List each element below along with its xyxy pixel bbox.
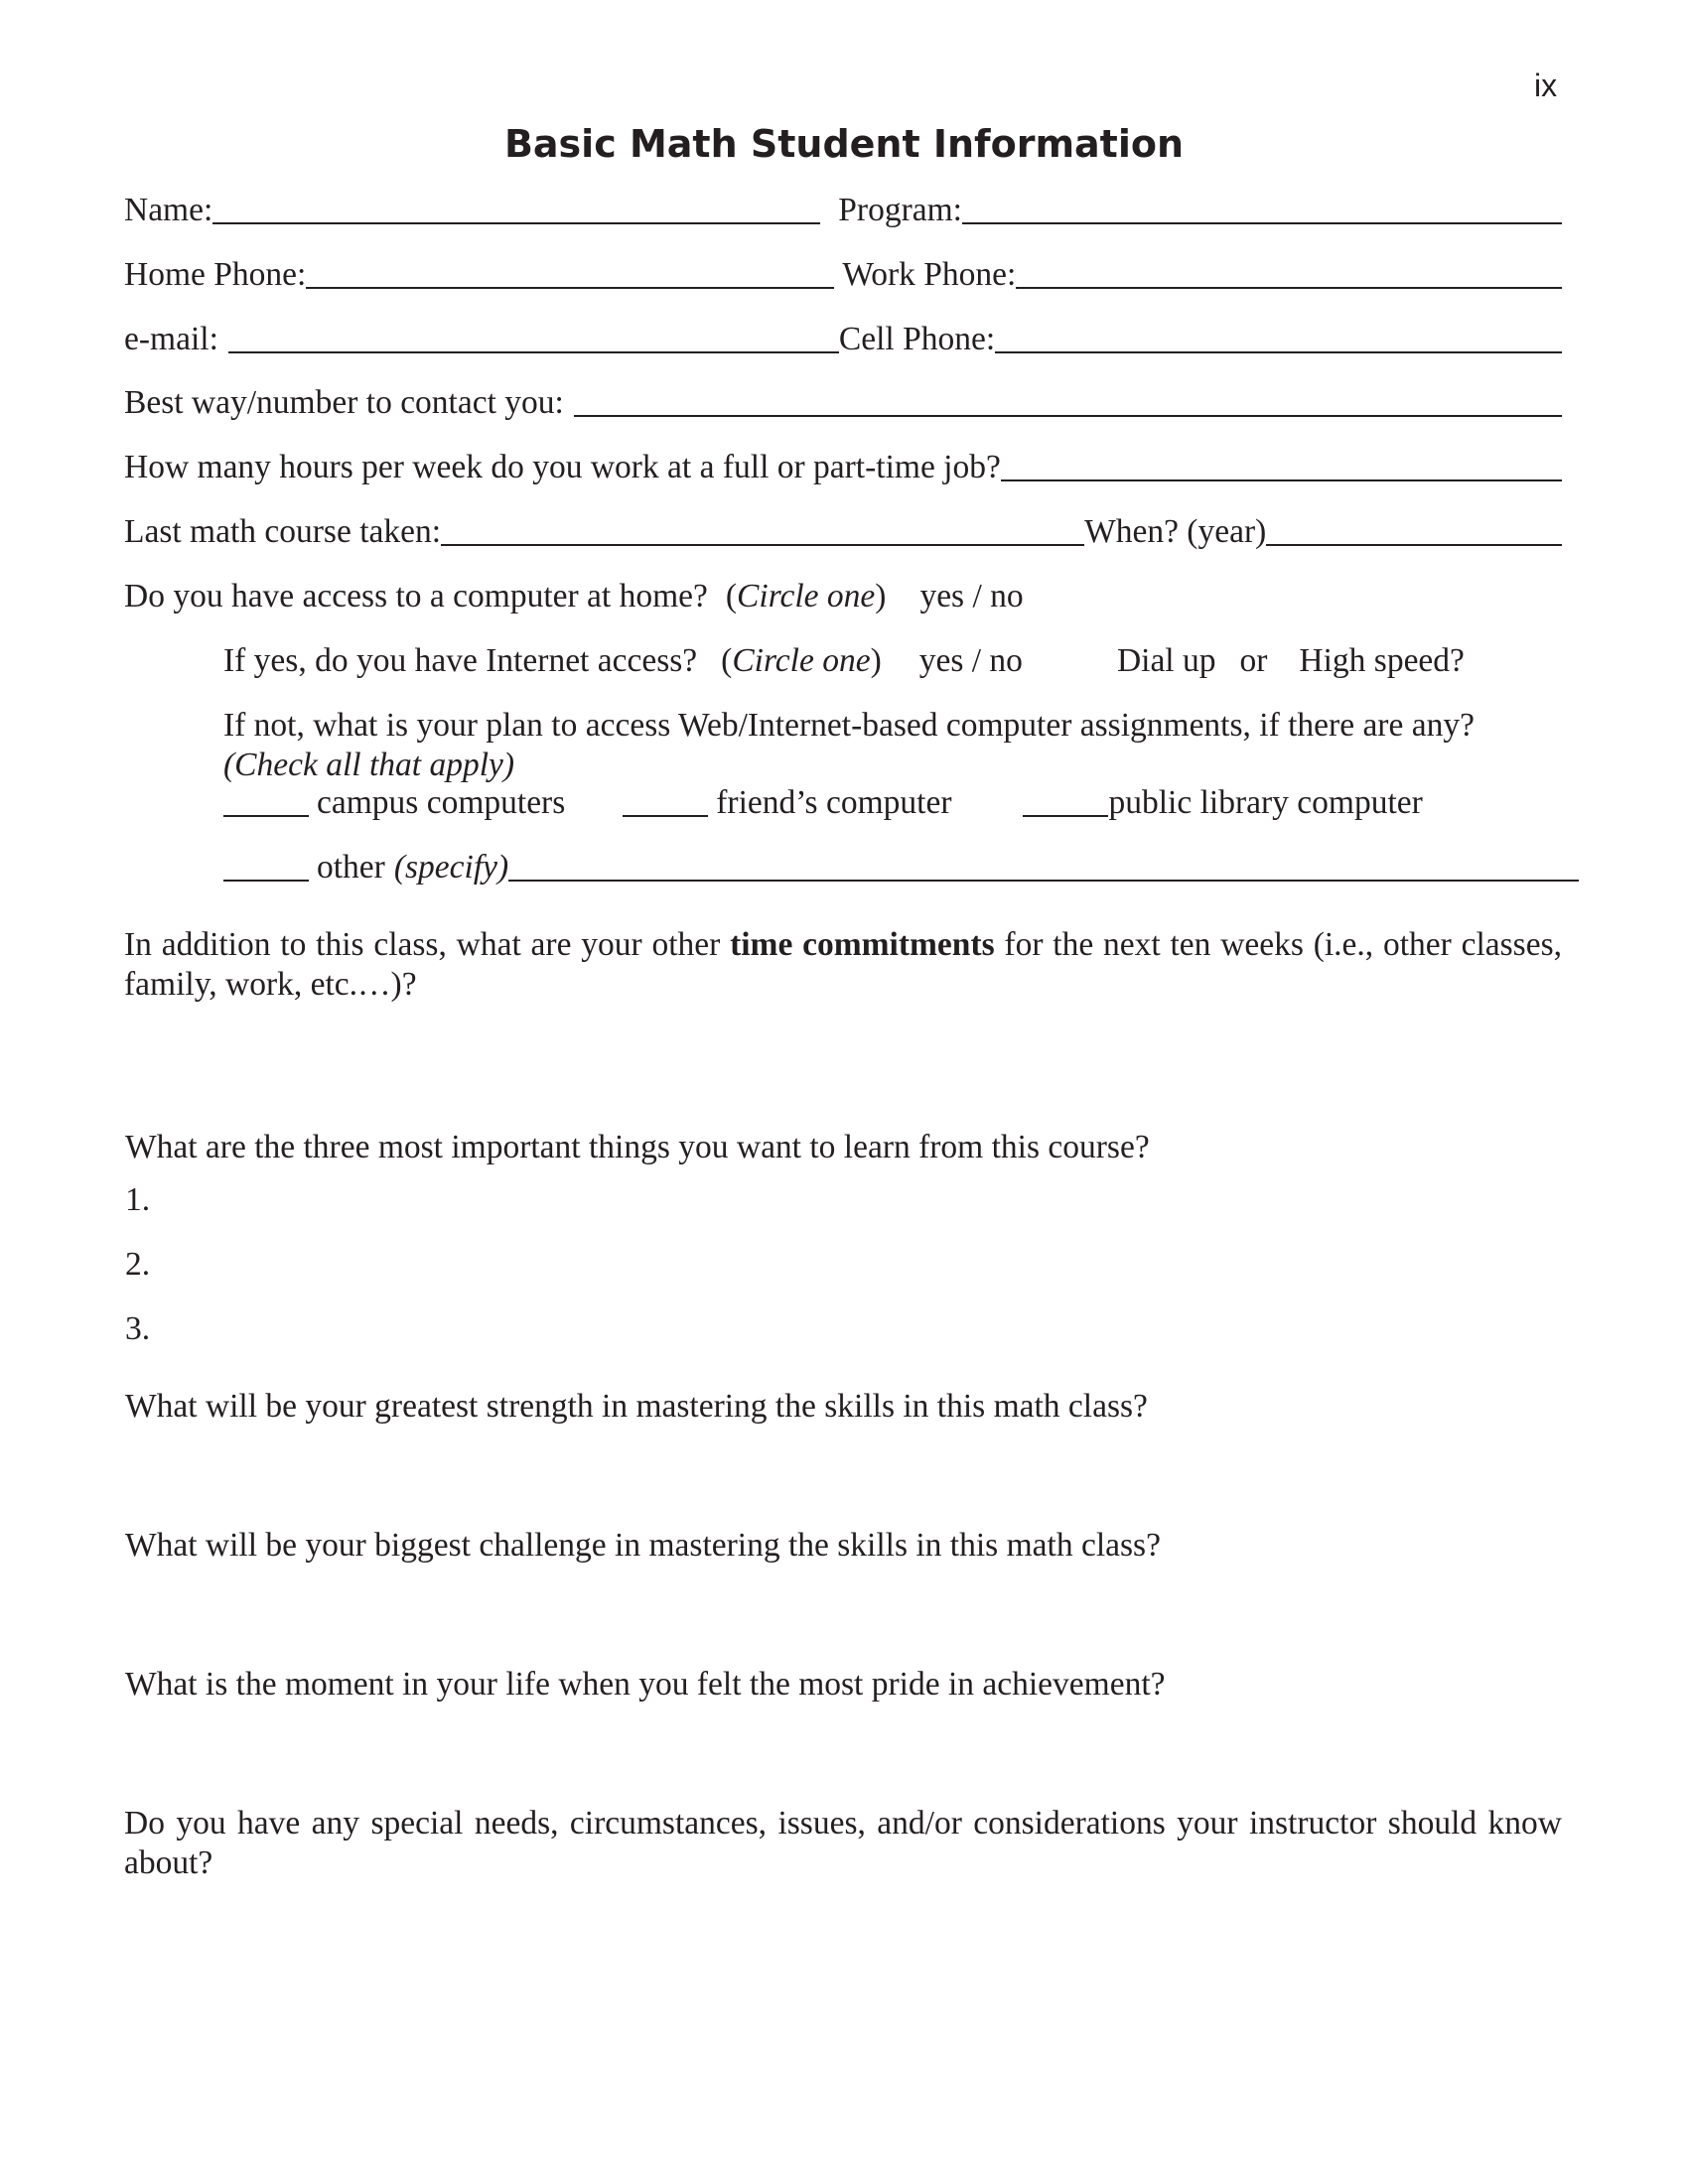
internet-question: If yes, do you have Internet access? [223,642,698,679]
commitments-text-bold: time commitments [730,926,995,963]
internet-yes-no[interactable]: yes / no [918,642,1023,679]
name-field[interactable] [212,222,820,224]
row-phones [124,253,1562,297]
email-field[interactable] [228,351,839,353]
friend-computer-label: friend’s computer [716,784,952,821]
computer-circle-hint: Circle one [737,578,876,614]
campus-check-blank[interactable] [223,815,309,817]
computer-question: Do you have access to a computer at home? [124,578,708,614]
row-internet-access [223,639,1562,683]
other-label: other [317,849,385,886]
page-number: ix [1534,68,1558,103]
row-last-math [124,510,1562,554]
internet-circle-open: ( [721,642,733,679]
row-plan-options [223,781,1562,825]
plan-question: If not, what is your plan to access Web/Internet-based computer assignments, if there are any? [223,707,1475,744]
hours-work-label: How many hours per week do you work at a full or part-time job? [124,449,1001,485]
when-year-field[interactable] [1266,544,1562,546]
when-year-label: When? (year) [1084,513,1267,550]
dial-up-option[interactable]: Dial up [1116,642,1216,679]
program-field[interactable] [962,222,1562,224]
computer-circle-close: ) [875,578,887,614]
email-label: e-mail: [124,321,218,357]
name-label: Name: [124,192,213,228]
other-specify-hint: (specify) [393,849,509,886]
hours-work-field[interactable] [1001,479,1562,481]
learn-item-3: 3. [125,1310,151,1347]
last-math-field[interactable] [441,544,1084,546]
best-contact-field[interactable] [574,415,1562,417]
learn-item-2: 2. [125,1246,151,1283]
program-label: Program: [838,192,962,228]
work-phone-label: Work Phone: [842,256,1017,293]
other-specify-field[interactable] [508,880,1579,882]
row-plan-other [223,846,1579,889]
commitments-question [124,925,1562,1005]
library-check-blank[interactable] [1023,815,1108,817]
learn-item-1: 1. [125,1181,151,1218]
pride-question: What is the moment in your life when you felt the most pride in achievement? [125,1666,1166,1703]
home-phone-field[interactable] [306,287,834,289]
plan-question-block [223,706,1562,785]
internet-circle-close: ) [870,642,882,679]
campus-computers-label: campus computers [317,784,566,821]
other-check-blank[interactable] [223,880,309,882]
special-needs-question: Do you have any special needs, circumstances, issues, and/or considerations your instructor should know about? [124,1805,1562,1881]
learn-question: What are the three most important things you want to learn from this course? [125,1129,1150,1165]
plan-check-all: (Check all that apply) [223,747,515,783]
challenge-question: What will be your biggest challenge in mastering the skills in this math class? [125,1527,1161,1564]
row-email-cell [124,318,1562,361]
work-phone-field[interactable] [1016,287,1562,289]
page-title: Basic Math Student Information [503,122,1185,166]
computer-circle-open: ( [725,578,738,614]
strength-question: What will be your greatest strength in mastering the skills in this math class? [125,1388,1148,1425]
computer-yes-no[interactable]: yes / no [919,578,1024,614]
commitments-text-before: In addition to this class, what are your other [124,926,731,963]
row-hours-work [124,446,1562,489]
row-computer-access [124,575,1562,618]
row-best-contact [124,381,1562,425]
cell-phone-field[interactable] [995,351,1562,353]
home-phone-label: Home Phone: [124,256,307,293]
commitments-text-after: for the next ten weeks (i.e., other classes, family, work, etc.…)? [124,926,1563,1003]
internet-circle-hint: Circle one [732,642,871,679]
friend-check-blank[interactable] [623,815,708,817]
library-computer-label: public library computer [1108,784,1423,821]
or-text: or [1239,642,1268,679]
row-name-program [124,189,1562,232]
last-math-label: Last math course taken: [124,513,442,550]
cell-phone-label: Cell Phone: [838,321,996,357]
best-contact-label: Best way/number to contact you: [124,384,564,421]
high-speed-option[interactable]: High speed? [1299,642,1465,679]
